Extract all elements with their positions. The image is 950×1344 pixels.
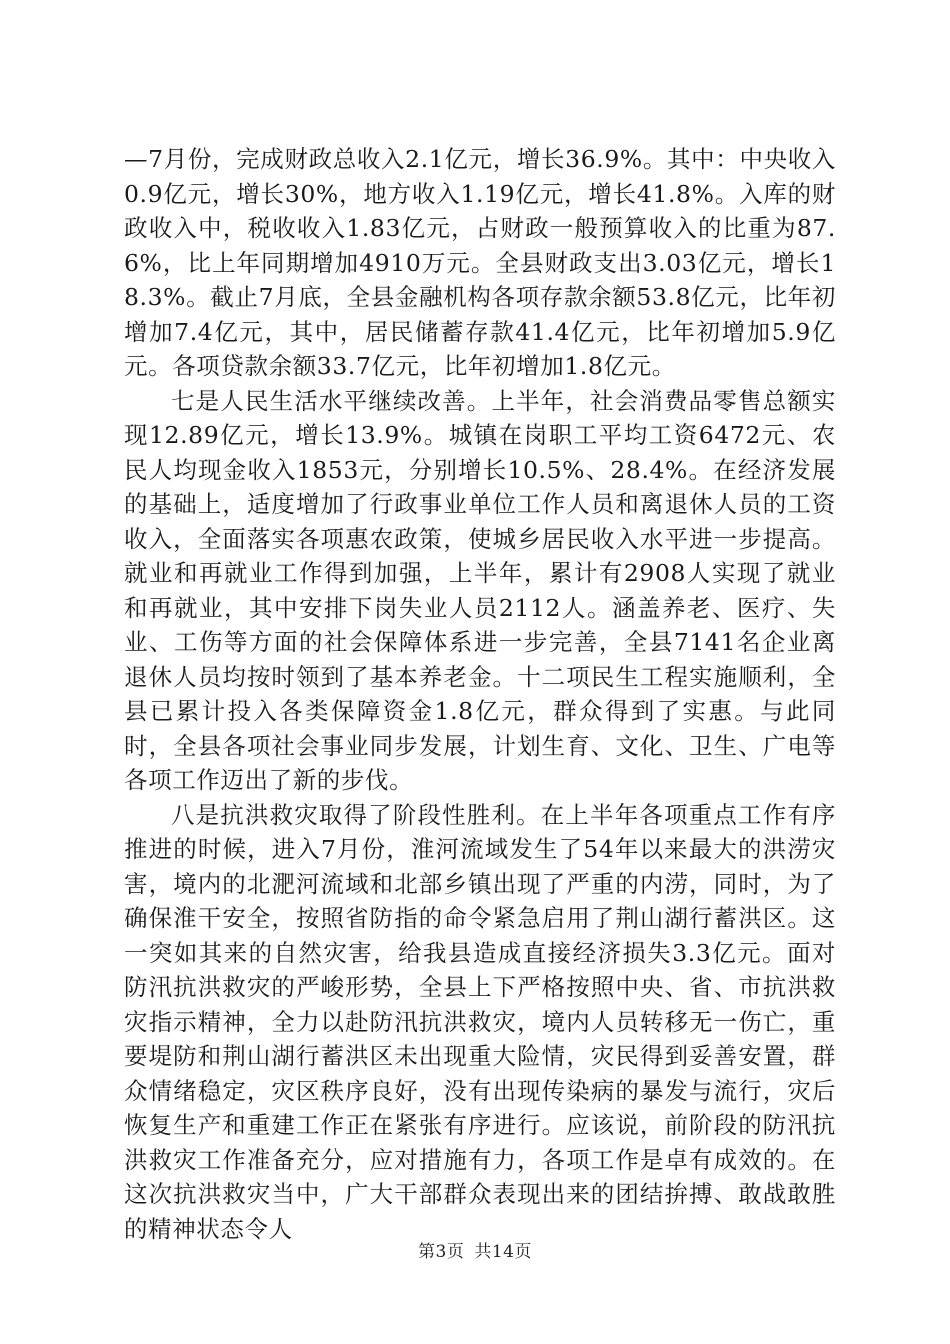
page-footer xyxy=(0,1240,950,1264)
page-number: 第3页 xyxy=(418,1242,465,1262)
paragraph-living-standards: 七是人民生活水平继续改善。上半年，社会消费品零售总额实现12.89亿元，增长13.9%。城镇在岗职工平均工资6472元、农民人均现金收入1853元，分别增长10.5%、28.4%。在经济发展的基础上，适度增加了行政事业单位工作人员和离退休人员的工资收入，全面落实各项惠农政策，使城乡居民收入水平进一步提高。就业和再就业工作得到加强，上半年，累计有2908人实现了就业和再就业，其中安排下岗失业人员2112人。涵盖养老、医疗、失业、工伤等方面的社会保障体系进一步完善，全县7141名企业离退休人员均按时领到了基本养老金。十二项民生工程实施顺利，全县已累计投入各类保障资金1.8亿元，群众得到了实惠。与此同时，全县各项社会事业同步发展，计划生育、文化、卫生、广电等各项工作迈出了新的步伐。 xyxy=(124,386,836,794)
document-body xyxy=(124,142,836,1246)
paragraph-flood-relief: 八是抗洪救灾取得了阶段性胜利。在上半年各项重点工作有序推进的时候，进入7月份，淮河流域发生了54年以来最大的洪涝灾害，境内的北淝河流域和北部乡镇出现了严重的内涝，同时，为了确保淮干安全，按照省防指的命令紧急启用了荆山湖行蓄洪区。这一突如其来的自然灾害，给我县造成直接经济损失3.3亿元。面对防汛抗洪救灾的严峻形势，全县上下严格按照中央、省、市抗洪救灾指示精神，全力以赴防汛抗洪救灾，境内人员转移无一伤亡，重要堤防和荆山湖行蓄洪区未出现重大险情，灾民得到妥善安置，群众情绪稳定，灾区秩序良好，没有出现传染病的暴发与流行，灾后恢复生产和重建工作正在紧张有序进行。应该说，前阶段的防汛抗洪救灾工作准备充分，应对措施有力，各项工作是卓有成效的。在这次抗洪救灾当中，广大干部群众表现出来的团结拚搏、敢战敢胜的精神状态令人 xyxy=(124,800,836,1243)
paragraph-fiscal-revenue: —7月份，完成财政总收入2.1亿元，增长36.9%。其中：中央收入0.9亿元，增长30%，地方收入1.19亿元，增长41.8%。入库的财政收入中，税收收入1.83亿元，占财政一般预算收入的比重为87.6%，比上年同期增加4910万元。全县财政支出3.03亿元，增长18.3%。截止7月底，全县金融机构各项存款余额53.8亿元，比年初增加7.4亿元，其中，居民储蓄存款41.4亿元，比年初增加5.9亿元。各项贷款余额33.7亿元，比年初增加1.8亿元。 xyxy=(124,145,836,380)
page-total: 共14页 xyxy=(474,1242,532,1262)
